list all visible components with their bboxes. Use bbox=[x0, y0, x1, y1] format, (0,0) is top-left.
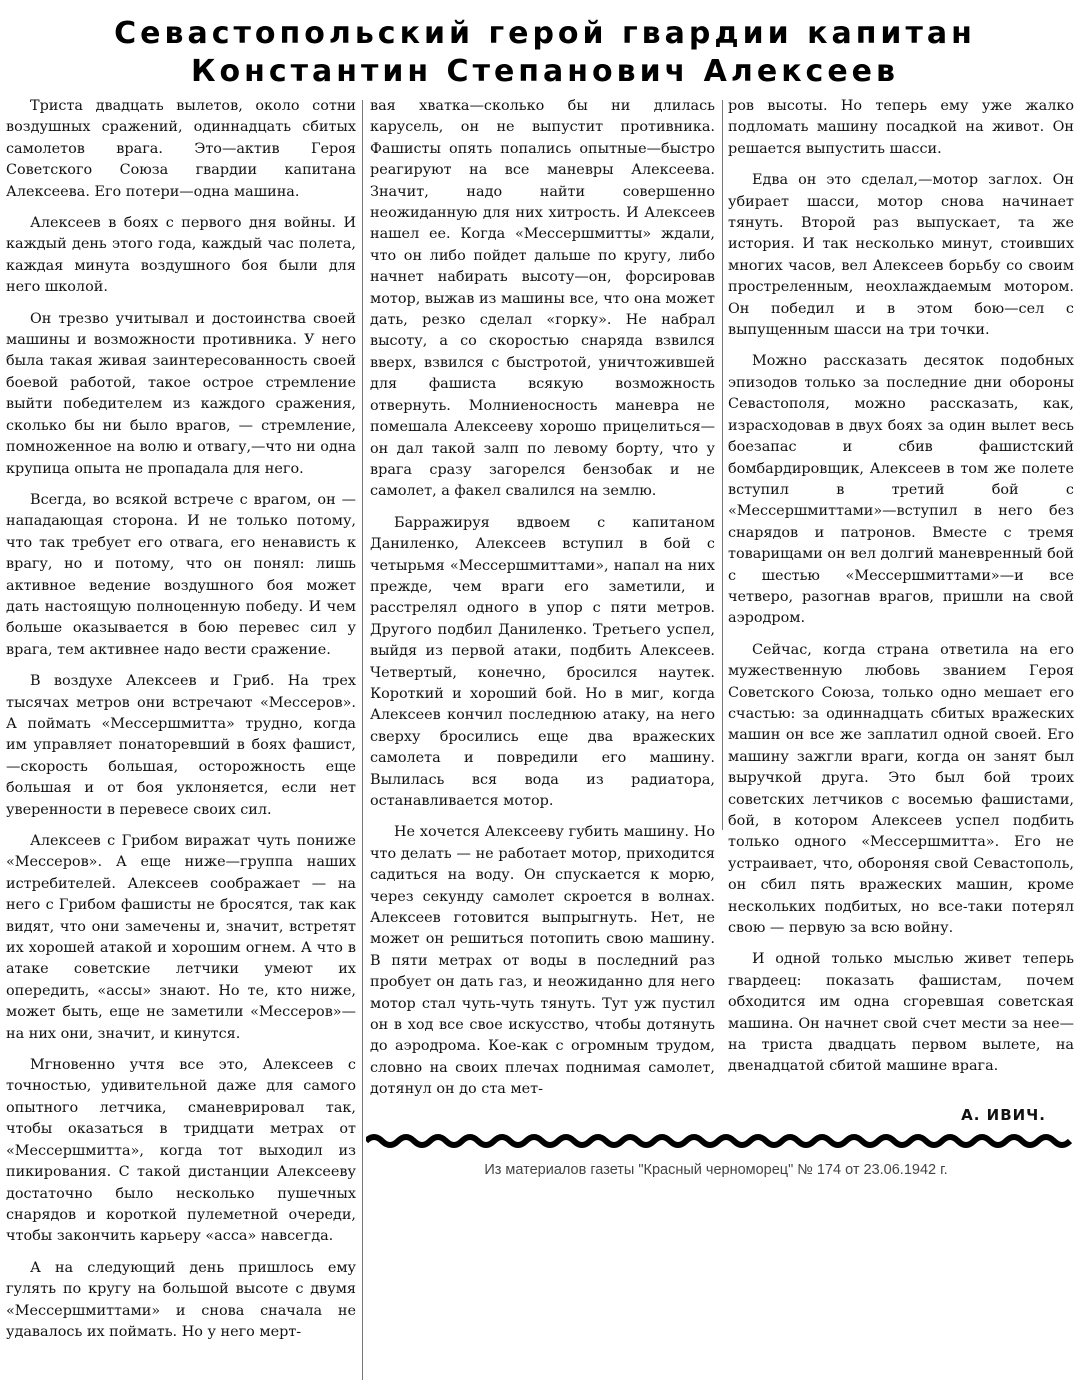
paragraph: Мгновенно учтя все это, Алексеев с точностью, удивительной даже для самого опытного летчика, сманеврировал так, чтобы оказаться в тридцати метрах от «Мессершмитта», когда тот выходил из пикирования. С такой дистанции Алексееву достаточно было несколько пушечных снарядов и короткой пулеметной очереди, чтобы закончить карьеру «асса» навсегда. bbox=[6, 1057, 356, 1245]
headline-line-1: Севастопольский герой гвардии капитан bbox=[114, 16, 976, 51]
paragraph: ров высоты. Но теперь ему уже жалко подломать машину посадкой на живот. Он решается выпустить шасси. bbox=[728, 98, 1074, 157]
headline-line-2: Константин Степанович Алексеев bbox=[190, 54, 900, 89]
paragraph: Не хочется Алексееву губить машину. Но что делать — не работает мотор, приходится садиться на воду. Он спускается к морю, через секунду самолет скроется в волнах. Алексеев готовится выпрыгнуть. Нет, не может он решиться потопить свою машину. В пяти метрах от воды в последний раз пробует он дать газ, и неожиданно для него мотор стал чуть-чуть тянуть. Тут уж пустил он в ход все свое искусство, чтобы дотянуть до аэродрома. Кое-как с огромным трудом, словно на своих плечах поднимая самолет, дотянул он до ста мет- bbox=[370, 824, 715, 1098]
source-caption: Из материалов газеты "Красный черноморец" № 174 от 23.06.1942 г. bbox=[484, 1162, 948, 1178]
paragraph: И одной только мыслью живет теперь гвардеец: показать фашистам, почем обходится им одна сгоревшая советская машина. Он начнет свой счет мести за нее—на триста двадцать первом вылете, на двенадцатой сбитой машине врага. bbox=[728, 951, 1074, 1075]
article-column-2 bbox=[370, 96, 715, 1111]
paragraph: В воздухе Алексеев и Гриб. На трех тысячах метров они встречают «Мессеров». А поймать «Мессершмитта» трудно, когда им управляет понаторевший в боях фашист,—скорость большая, осторожность еще большая и от боя уклоняется, если нет уверенности в перевесе своих сил. bbox=[6, 673, 356, 818]
column-divider bbox=[362, 100, 363, 1380]
paragraph: Барражируя вдвоем с капитаном Даниленко, Алексеев вступил в бой с четырьмя «Мессершмиттами», напал на них прежде, чем враги его заметили, и расстрелял одного в упор с пяти метров. Другого подбил Даниленко. Третьего успел, выйдя из первой атаки, подбить Алексеев. Четвертый, конечно, бросился наутек. Короткий и хороший бой. Но в миг, когда Алексеев кончил последнюю атаку, на него сверху бросились еще два вражеских самолета и повредили его машину. Вылилась вся вода из радиатора, останавливается мотор. bbox=[370, 514, 715, 809]
paragraph: Всегда, во всякой встрече с врагом, он —нападающая сторона. И не только потому, что так требует его отвага, его ненависть к врагу, но и потому, что он понял: лишь активное ведение воздушного боя может дать настоящую полноценную победу. И чем больше оказывается в бою перевес сил у врага, тем активнее надо вести сражение. bbox=[6, 491, 356, 658]
article-column-3 bbox=[728, 96, 1074, 1088]
wavy-end-rule bbox=[366, 1130, 1078, 1152]
paragraph: Сейчас, когда страна ответила на его мужественную любовь званием Героя Советского Союза, только одно мешает его счастью: за одиннадцать сбитых вражеских машин он все же заплатил одной своей. Его машину зажгли враги, когда он занят был выручкой друга. Это был бой троих советских летчиков с восемью фашистами, бой, в котором Алексеев успел подбить только одного «Мессершмитта». Его не устраивает, что, обороняя свой Севастополь, он сбил пять вражеских машин, кроме нескольких подбитых, но все-таки потерял свою — первую за всю войну. bbox=[728, 641, 1074, 937]
paragraph: Алексеев с Грибом виражат чуть пониже «Мессеров». А еще ниже—группа наших истребителей. Алексеев соображает — на него с Грибом фашисты не бросятся, так как видят, что они замечены и, значит, встретят их хорошей атакой и хорошим огнем. А что в атаке советские летчики умеют их опередить, «ассы» знают. Но те, кто ниже, может быть, еще не заметили «Мессеров»—на них они, значит, и кинутся. bbox=[6, 833, 356, 1042]
paragraph: А на следующий день пришлось ему гулять по кругу на большой высоте с двумя «Мессершмиттами» и снова сначала не удавалось их поймать. Но у него мерт- bbox=[6, 1259, 356, 1340]
paragraph: Он трезво учитывал и достоинства своей машины и возможности противника. У него была такая живая заинтересованность своей боевой работой, такое острое стремление выйти победителем из каждого сражения, сколько бы ни было врагов, — стремление, помноженное на волю и отвагу,—что ни одна крупица опыта не пропадала для него. bbox=[6, 310, 356, 477]
paragraph: Триста двадцать вылетов, около сотни воздушных сражений, одиннадцать сбитых самолетов врага. Это—актив Героя Советского Союза гвардии капитана Алексеева. Его потери—одна машина. bbox=[6, 98, 356, 200]
paragraph: Алексеев в боях с первого дня войны. И каждый день этого года, каждый час полета, каждая минута воздушного боя были для него школой. bbox=[6, 215, 356, 296]
author-signature: А. ИВИЧ. bbox=[961, 1106, 1046, 1124]
paragraph: вая хватка—сколько бы ни длилась карусель, он не выпустит противника. Фашисты опять попались опытные—быстро реагируют на все маневры Алексеева. Значит, надо найти совершенно неожиданную для них хитрость. И Алексеев нашел ее. Когда «Мессершмитты» ждали, что он либо пойдет дальше по кругу, либо начнет набирать высоту—он, форсировав мотор, выжав из машины все, что она может дать, резко сделал «горку». Не набрал высоту, а со скоростью снаряда взвился вверх, взвился с быстротой, уничтожившей для фашиста всякую возможность отвернуть. Молниеносность маневра не помешала Алексееву хорошо прицелиться—он дал такой залп по левому борту, что у врага сразу загорелся бензобак и не самолет, а факел свалился на землю. bbox=[370, 98, 715, 500]
article-column-1 bbox=[6, 96, 356, 1353]
paragraph: Едва он это сделал,—мотор заглох. Он убирает шасси, мотор снова начинает тянуть. Второй раз выпускает, та же история. И так несколько минут, стоивших многих часов, вел Алексеев борьбу со своим простреленным, неохлаждаемым мотором. Он победил и в этом бою—сел с выпущенным шасси на три точки. bbox=[728, 172, 1074, 339]
paragraph: Можно рассказать десяток подобных эпизодов только за последние дни обороны Севастополя, можно рассказать, как, израсходовав в двух боях за один вылет весь боезапас и сбив фашистский бомбардировщик, Алексеев в том же полете вступил в третий бой с «Мессершмиттами»—вступил в него без снарядов и патронов. Вместе с тремя товарищами он вел долгий маневренный бой с шестью «Мессершмиттами»—и все четверо, разогнав врагов, пришли на свой аэродром. bbox=[728, 353, 1074, 627]
column-divider bbox=[722, 100, 723, 830]
